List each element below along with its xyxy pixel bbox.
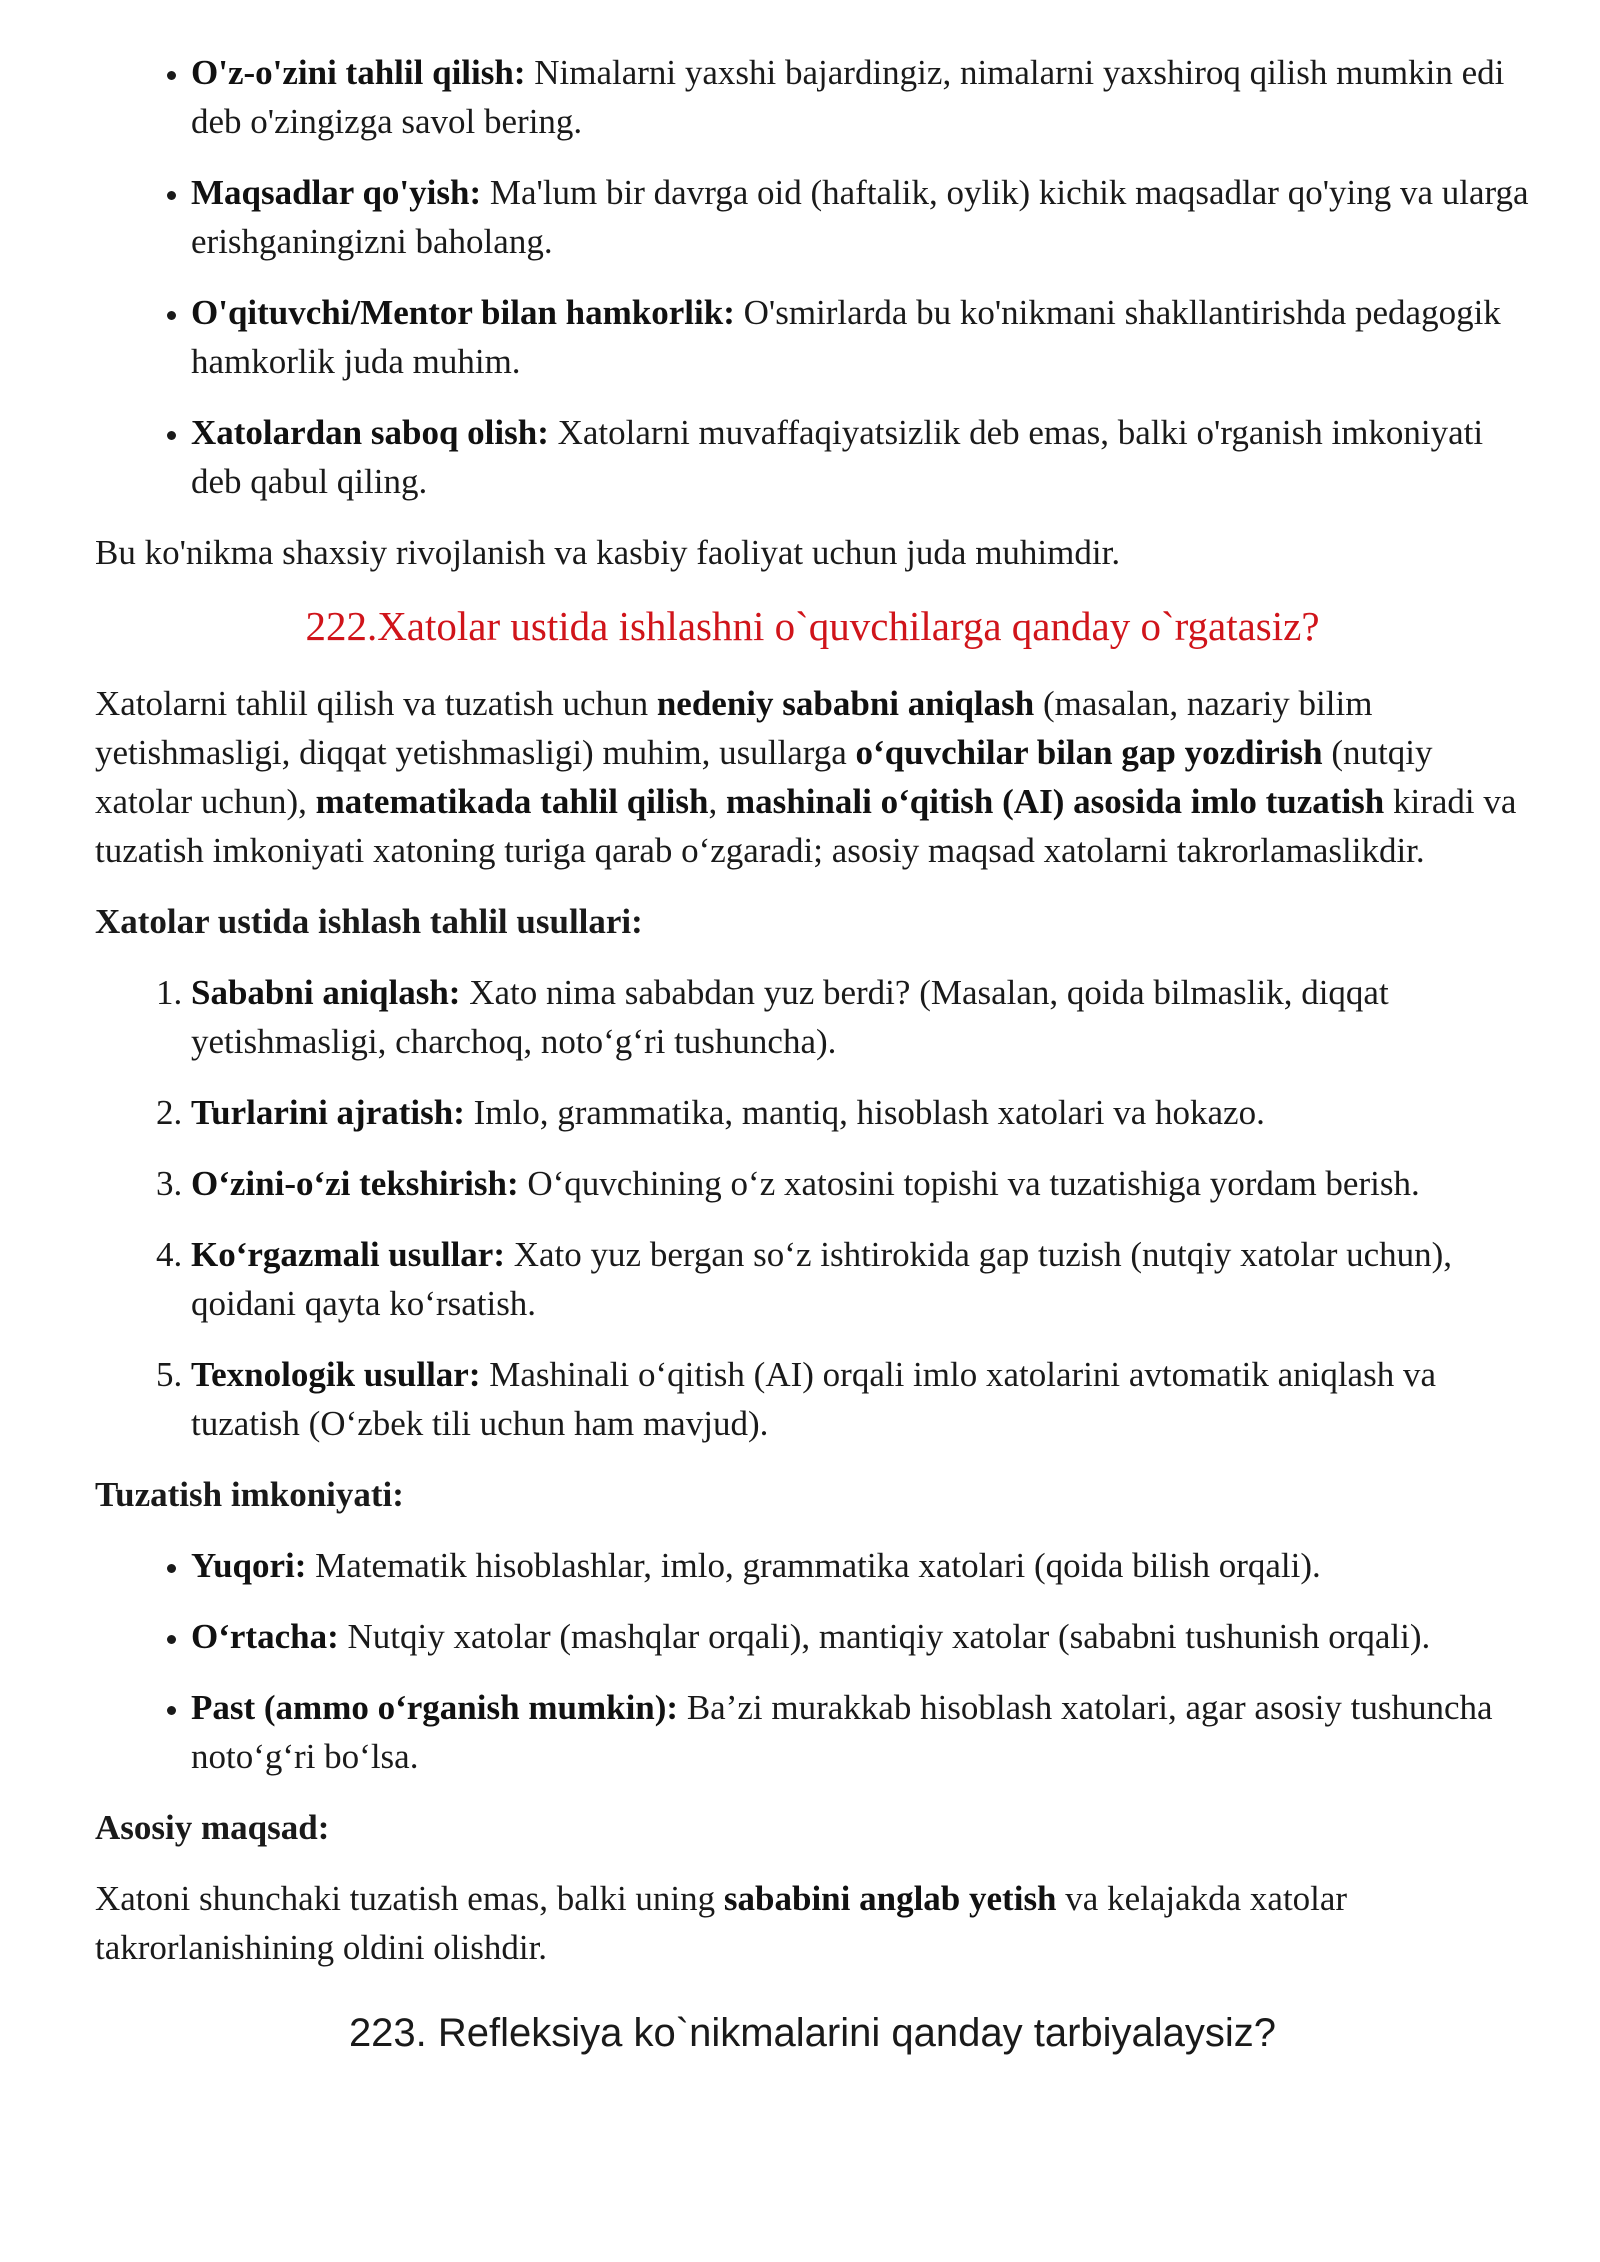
intro-conclusion: Bu ko'nikma shaxsiy rivojlanish va kasbiy faoliyat uchun juda muhimdir.	[95, 533, 1121, 572]
list-item	[191, 168, 1530, 266]
list-item	[191, 1230, 1530, 1328]
methods-numbered-list	[95, 968, 1530, 1448]
method-term: Turlarini ajratish:	[191, 1093, 465, 1132]
goal-text: va kelajakda xatolar takrorlanishining oldini olishdir.	[95, 1879, 1348, 1967]
list-item	[191, 288, 1530, 386]
answer-bold: o‘quvchilar bilan gap yozdirish	[855, 733, 1323, 772]
answer-bold: nedeniy sababni aniqlash	[656, 684, 1035, 723]
bullet-term: Maqsadlar qo'yish:	[191, 173, 482, 212]
correction-term: Past (ammo o‘rganish mumkin):	[191, 1688, 679, 1727]
correction-term: O‘rtacha:	[191, 1617, 339, 1656]
list-item	[191, 1612, 1530, 1661]
list-item	[191, 48, 1530, 146]
bullet-term: O'z-o'zini tahlil qilish:	[191, 53, 526, 92]
list-item	[191, 408, 1530, 506]
answer-paragraph	[95, 679, 1530, 875]
goal-title: Asosiy maqsad:	[95, 1808, 330, 1847]
method-text: Mashinali o‘qitish (AI) orqali imlo xatolarini avtomatik aniqlash va tuzatish (O‘zbek tili uchun ham mavjud).	[191, 1355, 1436, 1443]
question-222-heading: 222.Xatolar ustida ishlashni o`quvchilarga qanday o`rgatasiz?	[305, 603, 1320, 649]
bullet-text: Nimalarni yaxshi bajardingiz, nimalarni yaxshiroq qilish mumkin edi deb o'zingizga savol bering.	[191, 53, 1505, 141]
method-term: Ko‘rgazmali usullar:	[191, 1235, 505, 1274]
method-term: Sababni aniqlash:	[191, 973, 461, 1012]
list-item	[191, 1541, 1530, 1590]
intro-bullet-list	[95, 48, 1530, 506]
answer-text: (nutqiy xatolar uchun),	[95, 733, 1433, 821]
bullet-term: O'qituvchi/Mentor bilan hamkorlik:	[191, 293, 735, 332]
goal-paragraph	[95, 1874, 1530, 1972]
correction-term: Yuqori:	[191, 1546, 307, 1585]
list-item	[191, 968, 1530, 1066]
answer-text: ,	[708, 782, 726, 821]
correction-text: Ba’zi murakkab hisoblash xatolari, agar asosiy tushuncha noto‘g‘ri bo‘lsa.	[191, 1688, 1493, 1776]
correction-bullet-list	[95, 1541, 1530, 1781]
list-item	[191, 1683, 1530, 1781]
bullet-text: Ma'lum bir davrga oid (haftalik, oylik) kichik maqsadlar qo'ying va ularga erishganingizni baholang.	[191, 173, 1529, 261]
correction-text: Matematik hisoblashlar, imlo, grammatika xatolari (qoida bilish orqali).	[306, 1546, 1321, 1585]
list-item	[191, 1088, 1530, 1137]
answer-text: Xatolarni tahlil qilish va tuzatish uchun	[95, 684, 657, 723]
list-item	[191, 1350, 1530, 1448]
method-term: Texnologik usullar:	[191, 1355, 481, 1394]
method-text: Xato nima sababdan yuz berdi? (Masalan, qoida bilmaslik, diqqat yetishmasligi, charchoq, noto‘g‘ri tushuncha).	[191, 973, 1389, 1061]
correction-text: Nutqiy xatolar (mashqlar orqali), mantiqiy xatolar (sababni tushunish orqali).	[338, 1617, 1431, 1656]
method-text: O‘quvchining o‘z xatosini topishi va tuzatishiga yordam berish.	[518, 1164, 1420, 1203]
method-text: Imlo, grammatika, mantiq, hisoblash xatolari va hokazo.	[464, 1093, 1265, 1132]
bullet-text: O'smirlarda bu ko'nikmani shakllantirishda pedagogik hamkorlik juda muhim.	[191, 293, 1501, 381]
bullet-text: Xatolarni muvaffaqiyatsizlik deb emas, balki o'rganish imkoniyati deb qabul qiling.	[191, 413, 1484, 501]
bullet-term: Xatolardan saboq olish:	[191, 413, 549, 452]
answer-bold: matematikada tahlil qilish	[315, 782, 709, 821]
answer-text: kiradi va tuzatish imkoniyati xatoning turiga qarab o‘zgaradi; asosiy maqsad xatolarni takrorlamaslikdir.	[95, 782, 1517, 870]
method-text: Xato yuz bergan so‘z ishtirokida gap tuzish (nutqiy xatolar uchun), qoidani qayta ko‘rsatish.	[191, 1235, 1453, 1323]
method-term: O‘zini-o‘zi tekshirish:	[191, 1164, 519, 1203]
document-page	[95, 48, 1530, 2060]
methods-title: Xatolar ustida ishlash tahlil usullari:	[95, 902, 643, 941]
answer-bold: mashinali o‘qitish (AI) asosida imlo tuzatish	[725, 782, 1385, 821]
answer-text: (masalan, nazariy bilim yetishmasligi, diqqat yetishmasligi) muhim, usullarga	[95, 684, 1373, 772]
question-223-heading: 223. Refleksiya ko`nikmalarini qanday tarbiyalaysiz?	[348, 2011, 1277, 2055]
goal-text: Xatoni shunchaki tuzatish emas, balki uning	[95, 1879, 724, 1918]
correction-title: Tuzatish imkoniyati:	[95, 1475, 404, 1514]
list-item	[191, 1159, 1530, 1208]
goal-bold: sababini anglab yetish	[723, 1879, 1057, 1918]
